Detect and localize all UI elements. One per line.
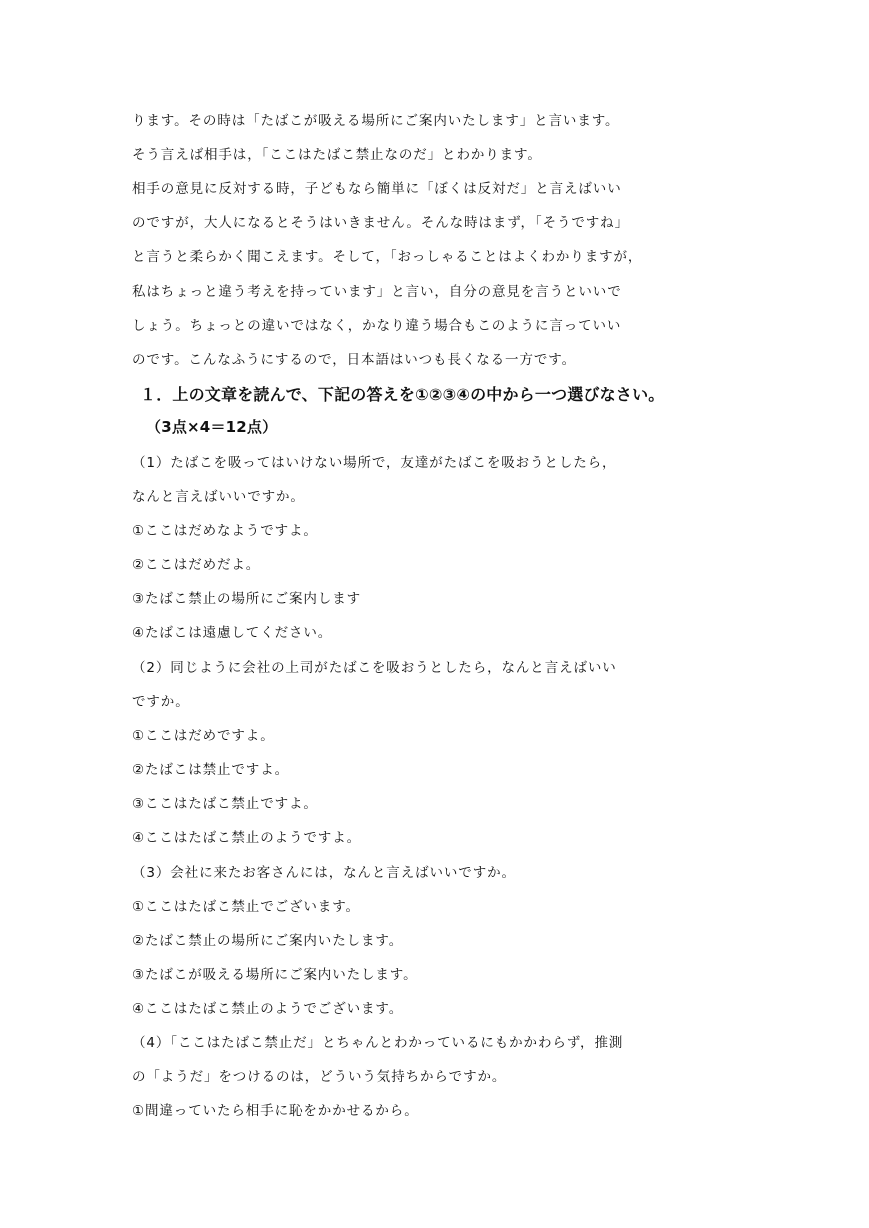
passage-line: と言うと柔らかく聞こえます。そして，「おっしゃることはよくわかりますが， [132,249,643,265]
passage-line: 私はちょっと違う考えを持っています」と言い，自分の意見を言うといいで [132,284,622,300]
question-stem: の「ようだ」をつけるのは，どういう気持ちからですか。 [132,1069,507,1085]
answer-option: ④たばこは遠慮してください。 [132,625,333,641]
answer-option: ①ここはだめですよ。 [132,728,275,744]
answer-option: ④ここはたばこ禁止のようでございます。 [132,1001,404,1017]
answer-option: ①ここはたばこ禁止でございます。 [132,899,360,915]
passage-line: ります。その時は「たばこが吸える場所にご案内いたします」と言います。 [132,113,620,129]
answer-option: ①ここはだめなようですよ。 [132,523,318,539]
answer-option: ②たばこは禁止ですよ。 [132,762,290,778]
passage-line: のですが，大人になるとそうはいきません。そんな時はまず，「そうですね」 [132,215,629,231]
section-points: （3点×4＝12点） [146,418,278,436]
answer-option: ④ここはたばこ禁止のようですよ。 [132,830,362,846]
passage-line: 相手の意見に反対する時，子どもなら簡単に「ぼくは反対だ」と言えばいい [132,181,622,197]
answer-option: ③たばこ禁止の場所にご案内します [132,591,362,607]
answer-option: ①間違っていたら相手に恥をかかせるから。 [132,1103,419,1119]
question-stem: （4）「ここはたばこ禁止だ」とちゃんとわかっているにもかかわらず，推測 [132,1035,624,1051]
answer-option: ③ここはたばこ禁止ですよ。 [132,796,318,812]
question-stem: （3）会社に来たお客さんには，なんと言えばいいですか。 [132,865,516,881]
passage-line: しょう。ちょっとの違いではなく，かなり違う場合もこのように言っていい [132,318,622,334]
answer-option: ③たばこが吸える場所にご案内いたします。 [132,967,418,983]
question-stem: （1）たばこを吸ってはいけない場所で，友達がたばこを吸おうとしたら， [132,455,617,471]
question-stem: ですか。 [132,694,190,710]
question-stem: （2）同じように会社の上司がたばこを吸おうとしたら，なんと言えばいい [132,660,617,676]
passage-line: のです。こんなふうにするので，日本語はいつも長くなる一方です。 [132,352,576,368]
answer-option: ②たばこ禁止の場所にご案内いたします。 [132,933,404,949]
question-stem: なんと言えばいいですか。 [132,489,305,505]
section-heading: １．上の文章を読んで、下記の答えを①②③④の中から一つ選びなさい。 [140,385,665,404]
answer-option: ②ここはだめだよ。 [132,557,261,573]
passage-line: そう言えば相手は，「ここはたばこ禁止なのだ」とわかります。 [132,147,542,163]
